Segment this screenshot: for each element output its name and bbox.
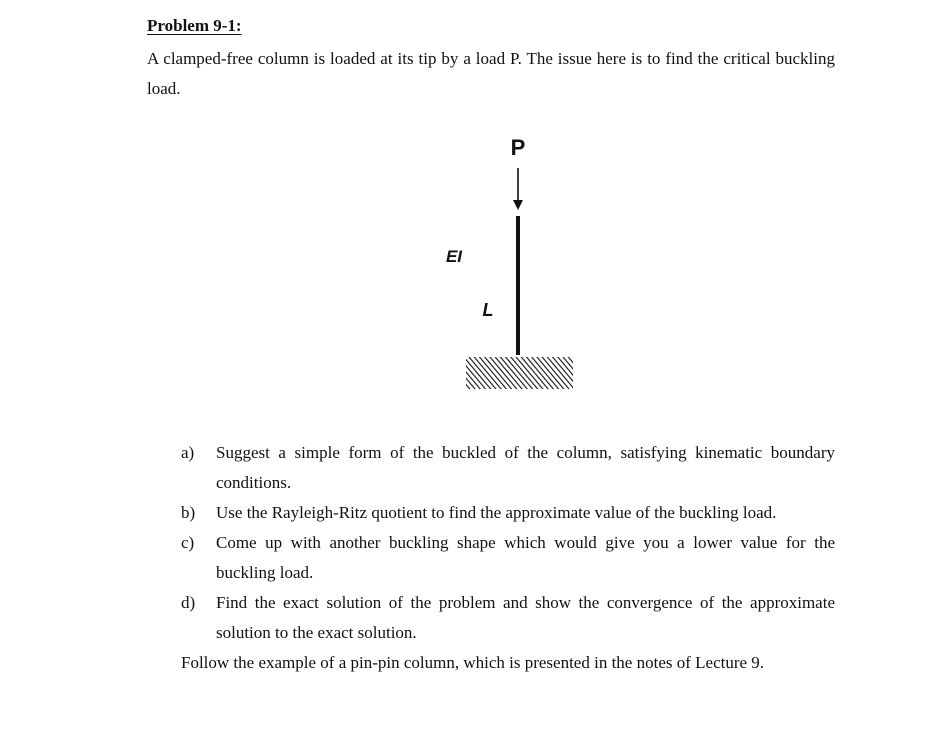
load-arrow-icon: [513, 168, 523, 210]
stiffness-label-ei: EI: [445, 247, 463, 266]
question-a-text: Suggest a simple form of the buckled of the column, satisfying kinematic boundary conditions.: [216, 443, 835, 492]
question-list: [181, 438, 835, 648]
problem-heading: Problem 9-1:: [147, 16, 242, 35]
column-figure: [400, 120, 640, 420]
clamped-support-hatch: [466, 357, 573, 389]
question-d-text: Find the exact solution of the problem and show the convergence of the approximate solution to the exact solution.: [216, 593, 835, 642]
question-d-label: d): [181, 593, 196, 612]
question-c-text: Come up with another buckling shape which would give you a lower value for the buckling load.: [216, 533, 835, 582]
question-b-text: Use the Rayleigh-Ritz quotient to find the approximate value of the buckling load.: [216, 503, 777, 522]
load-label-p: P: [510, 135, 526, 160]
question-c: [181, 528, 835, 588]
question-a: [181, 438, 835, 498]
footer-note: Follow the example of a pin-pin column, which is presented in the notes of Lecture 9.: [181, 653, 765, 672]
question-b-label: b): [181, 503, 196, 522]
question-d: [181, 588, 835, 648]
length-label-l: L: [482, 300, 494, 320]
question-a-label: a): [181, 443, 195, 462]
problem-intro: A clamped-free column is loaded at its tip by a load P. The issue here is to find the critical buckling load.: [147, 49, 835, 98]
question-c-label: c): [181, 533, 195, 552]
question-b: [181, 498, 835, 528]
